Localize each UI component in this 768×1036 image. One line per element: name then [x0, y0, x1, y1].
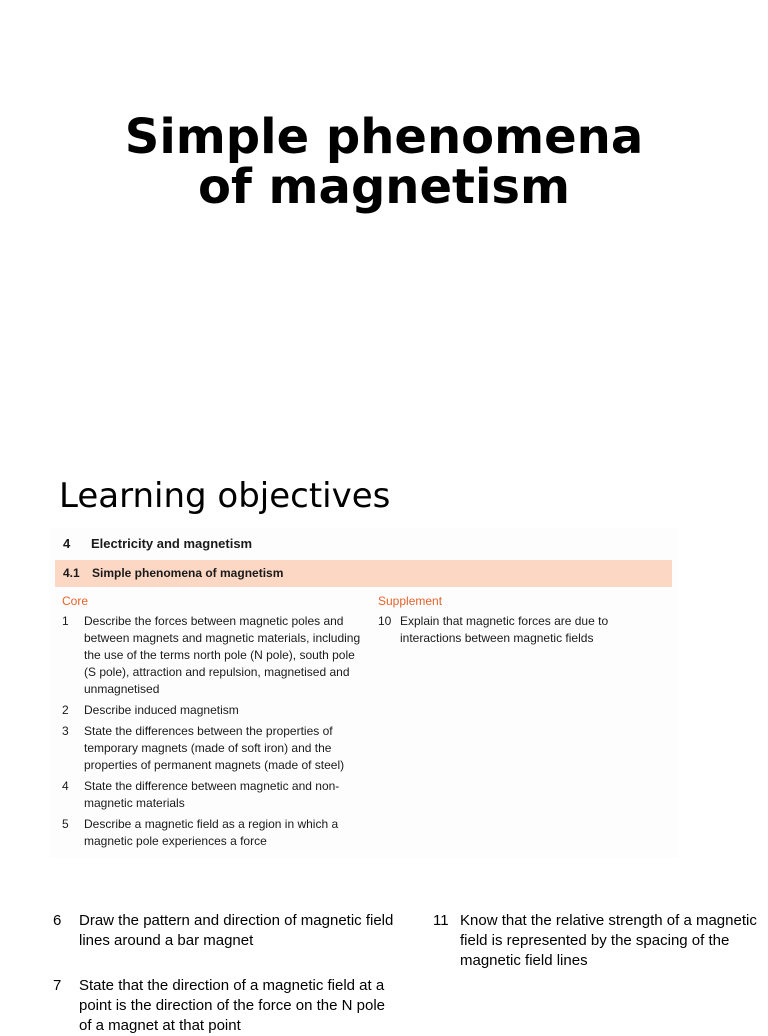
- list-item: 3 State the differences between the properties of temporary magnets (made of soft iron) and the properties of permanent magnets (made of steel): [62, 724, 345, 772]
- title-line-2: of magnetism: [197, 159, 571, 215]
- list-item: 2 Describe induced magnetism: [62, 703, 239, 717]
- section-number: 4: [63, 536, 71, 551]
- core-objectives-list: [62, 613, 362, 854]
- core-label: Core: [62, 594, 89, 608]
- section-title: Electricity and magnetism: [91, 536, 253, 551]
- list-item: 10 Explain that magnetic forces are due to interactions between magnetic fields: [378, 614, 609, 645]
- objective-item-11: 11 Know that the relative strength of a magnetic field is represented by the spacing of the magnetic field lines: [433, 912, 757, 969]
- supplement-objectives-list: [378, 613, 638, 651]
- section-heading: [63, 536, 252, 551]
- supplement-label: Supplement: [378, 594, 443, 608]
- learning-objectives-heading: Learning objectives: [59, 476, 391, 516]
- objective-item-6: 6 Draw the pattern and direction of magnetic field lines around a bar magnet: [53, 912, 394, 949]
- list-item: 5 Describe a magnetic field as a region in which a magnetic pole experiences a force: [62, 817, 339, 848]
- subsection-number: 4.1: [63, 566, 80, 580]
- subsection-bar: [55, 560, 672, 587]
- syllabus-excerpt: [50, 528, 678, 858]
- subsection-title: Simple phenomena of magnetism: [92, 566, 284, 580]
- objective-item-7: 7 State that the direction of a magnetic field at a point is the direction of the force on the N pole of a magnet at that point: [53, 977, 386, 1034]
- list-item: 1 Describe the forces between magnetic poles and between magnets and magnetic materials, including the use of the terms north pole (N pole), south pole (S pole), attraction and repulsion, magnetised and unmagnetised: [62, 614, 361, 696]
- list-item: 4 State the difference between magnetic and non-magnetic materials: [62, 779, 340, 810]
- page-title: [0, 109, 768, 215]
- title-line-1: Simple phenomena: [124, 109, 644, 165]
